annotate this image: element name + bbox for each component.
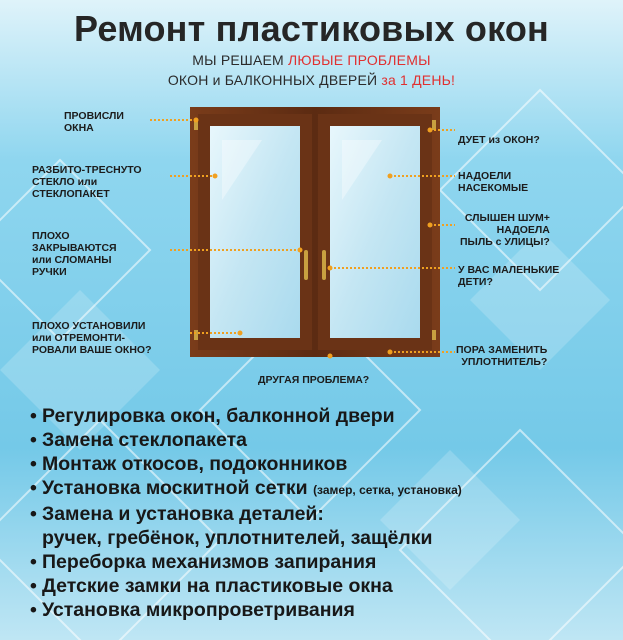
problem-label-left: ПЛОХО ЗАКРЫВАЮТСЯ или СЛОМАНЫ РУЧКИ xyxy=(32,230,117,278)
problem-label-left: РАЗБИТО-ТРЕСНУТО СТЕКЛО или СТЕКЛОПАКЕТ xyxy=(32,164,142,200)
subtitle-prefix-2: ОКОН и БАЛКОННЫХ ДВЕРЕЙ xyxy=(167,72,382,88)
window-illustration xyxy=(190,107,440,357)
subtitle-highlight-1: ЛЮБЫЕ ПРОБЛЕМЫ xyxy=(287,52,431,68)
service-item: • Установка микропроветривания xyxy=(30,599,355,621)
subtitle-line-2 xyxy=(0,72,623,88)
service-note: (замер, сетка, установка) xyxy=(313,483,462,497)
service-item: • Замена и установка деталей: xyxy=(30,503,324,525)
problem-label-bottom: ДРУГАЯ ПРОБЛЕМА? xyxy=(258,374,370,386)
page-title: Ремонт пластиковых окон xyxy=(74,8,549,49)
problem-label-right: ДУЕТ из ОКОН? xyxy=(458,134,540,146)
subtitle-prefix-1: МЫ РЕШАЕМ xyxy=(192,52,288,68)
service-item-continuation: ручек, гребёнок, уплотнителей, защёлки xyxy=(42,527,433,549)
service-item: • Переборка механизмов запирания xyxy=(30,551,377,573)
problem-label-right: СЛЫШЕН ШУМ+ НАДОЕЛА ПЫЛЬ с УЛИЦЫ? xyxy=(460,212,550,248)
service-item: • Установка москитной сетки (замер, сетка, установка) xyxy=(30,477,462,499)
problem-label-right: ПОРА ЗАМЕНИТЬ УПЛОТНИТЕЛЬ? xyxy=(456,344,548,368)
problem-label-right: У ВАС МАЛЕНЬКИЕ ДЕТИ? xyxy=(458,264,560,288)
problem-label-right: НАДОЕЛИ НАСЕКОМЫЕ xyxy=(458,170,529,194)
problem-label-left: ПРОВИСЛИ ОКНА xyxy=(64,110,124,134)
service-item: • Регулировка окон, балконной двери xyxy=(30,405,395,427)
services-list xyxy=(30,404,620,622)
problem-label-left: ПЛОХО УСТАНОВИЛИ или ОТРЕМОНТИ- РОВАЛИ ВАШЕ ОКНО? xyxy=(32,320,152,356)
service-item: • Монтаж откосов, подоконников xyxy=(30,453,348,475)
subtitle-highlight-2: за 1 ДЕНЬ! xyxy=(381,72,456,88)
service-item: • Детские замки на пластиковые окна xyxy=(30,575,393,597)
subtitle-line-1 xyxy=(0,52,623,68)
service-item: • Замена стеклопакета xyxy=(30,429,248,451)
